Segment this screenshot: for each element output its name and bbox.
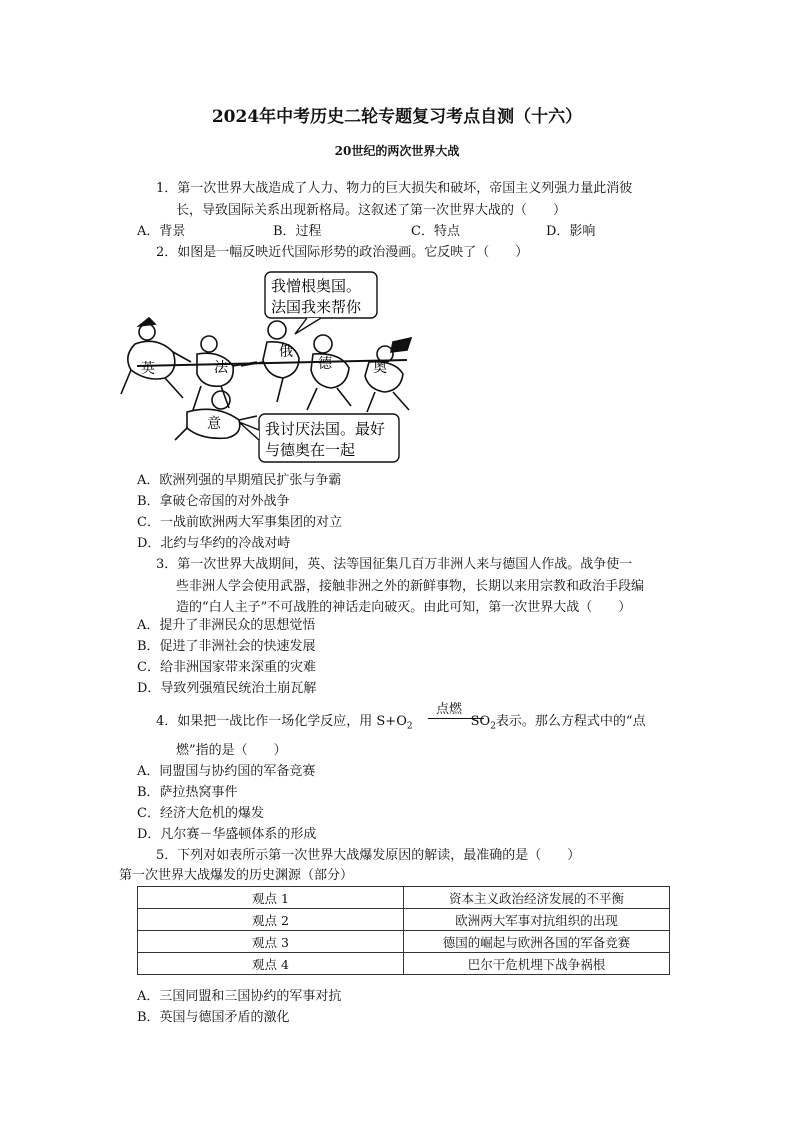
bubble-top-line2: 法国我来帮你 [271,298,362,316]
table-row [138,953,670,975]
table-cell: 观点 4 [138,953,404,975]
q1-option-c: C．特点 [411,224,460,239]
q3-option-a: A．提升了非洲民众的思想觉悟 [137,618,316,633]
q1-stem-line1: 1．第一次世界大战造成了人力、物力的巨大损失和破坏，帝国主义列强力量此消彼 [156,181,633,196]
q4-option-c: C．经济大危机的爆发 [137,806,264,821]
document-title: 2024年中考历史二轮专题复习考点自测（十六） [211,107,583,127]
q1-option-d: D．影响 [546,224,596,239]
nation-label-france: 法 [214,360,228,376]
q3-option-b: B．促进了非洲社会的快速发展 [137,639,316,654]
table-cell: 德国的崛起与欧洲各国的军备竞赛 [404,931,670,953]
q1-option-a: A．背景 [137,224,186,239]
nation-label-italy: 意 [207,416,221,432]
q5-option-a: A．三国同盟和三国协约的军事对抗 [137,989,342,1004]
q3-stem-line2: 些非洲人学会使用武器，接触非洲之外的新鲜事物，长期以来用宗教和政治手段编 [176,579,645,594]
q1-option-b: B．过程 [273,224,322,239]
q1-stem-line2: 长，导致国际关系出现新格局。这叙述了第一次世界大战的（ ） [176,203,567,218]
bubble-bottom-line1: 我讨厌法国。最好 [265,420,386,438]
bubble-bottom-line2: 与德奥在一起 [265,441,356,459]
nation-label-russia: 俄 [279,344,293,360]
q5-stem: 5．下列对如表所示第一次世界大战爆发原因的解读，最准确的是（ ） [156,848,581,863]
equation-arrow-bar [428,718,484,719]
q3-stem-line1: 3．第一次世界大战期间，英、法等国征集几百万非洲人来与德国人作战。战争使一 [156,557,633,572]
nation-label-england: 英 [141,361,155,377]
table-cell: 巴尔干危机埋下战争祸根 [404,953,670,975]
table-cell: 观点 3 [138,931,404,953]
q2-option-a: A．欧洲列强的早期殖民扩张与争霸 [137,473,342,488]
q4-option-a: A．同盟国与协约国的军备竞赛 [137,764,316,779]
q2-option-d: D．北约与华约的冷战对峙 [137,536,291,551]
q3-option-d: D．导致列强殖民统治土崩瓦解 [137,681,317,696]
q2-option-b: B．拿破仑帝国的对外战争 [137,494,290,509]
q4-stem-line2: 燃”指的是（ ） [176,743,287,758]
nation-label-germany: 德 [318,356,332,372]
q5-option-b: B．英国与德国矛盾的激化 [137,1010,290,1025]
table-cell: 观点 1 [138,887,404,909]
table-cell: 观点 2 [138,909,404,931]
document-subtitle: 20世纪的两次世界大战 [334,144,460,158]
q3-stem-line3: 造的“白人主子”不可战胜的神话走向破灭。由此可知，第一次世界大战（ ） [176,600,632,615]
table-row [138,909,670,931]
q4-option-b: B．萨拉热窝事件 [137,785,238,800]
table-row [138,931,670,953]
table-cell: 欧洲两大军事对抗组织的出现 [404,909,670,931]
political-cartoon [117,270,423,466]
q3-option-c: C．给非洲国家带来深重的灾难 [137,660,316,675]
table-row [138,887,670,909]
table-cell: 资本主义政治经济发展的不平衡 [404,887,670,909]
origins-table [137,886,670,975]
q2-option-c: C．一战前欧洲两大军事集团的对立 [137,515,342,530]
equation-ignite-label: 点燃 [436,702,463,717]
q4-option-d: D．凡尔赛－华盛顿体系的形成 [137,827,317,842]
q4-stem-line1: 4．如果把一战比作一场化学反应，用 $S+O_2$ $SO_2$表示。那么方程式中的“点 [156,714,646,732]
nation-label-austria: 奥 [373,360,387,376]
table-caption: 第一次世界大战爆发的历史渊源（部分） [119,868,354,883]
q2-stem: 2．如图是一幅反映近代国际形势的政治漫画。它反映了（ ） [156,245,529,260]
bubble-top-line1: 我憎根奥国。 [271,277,362,295]
